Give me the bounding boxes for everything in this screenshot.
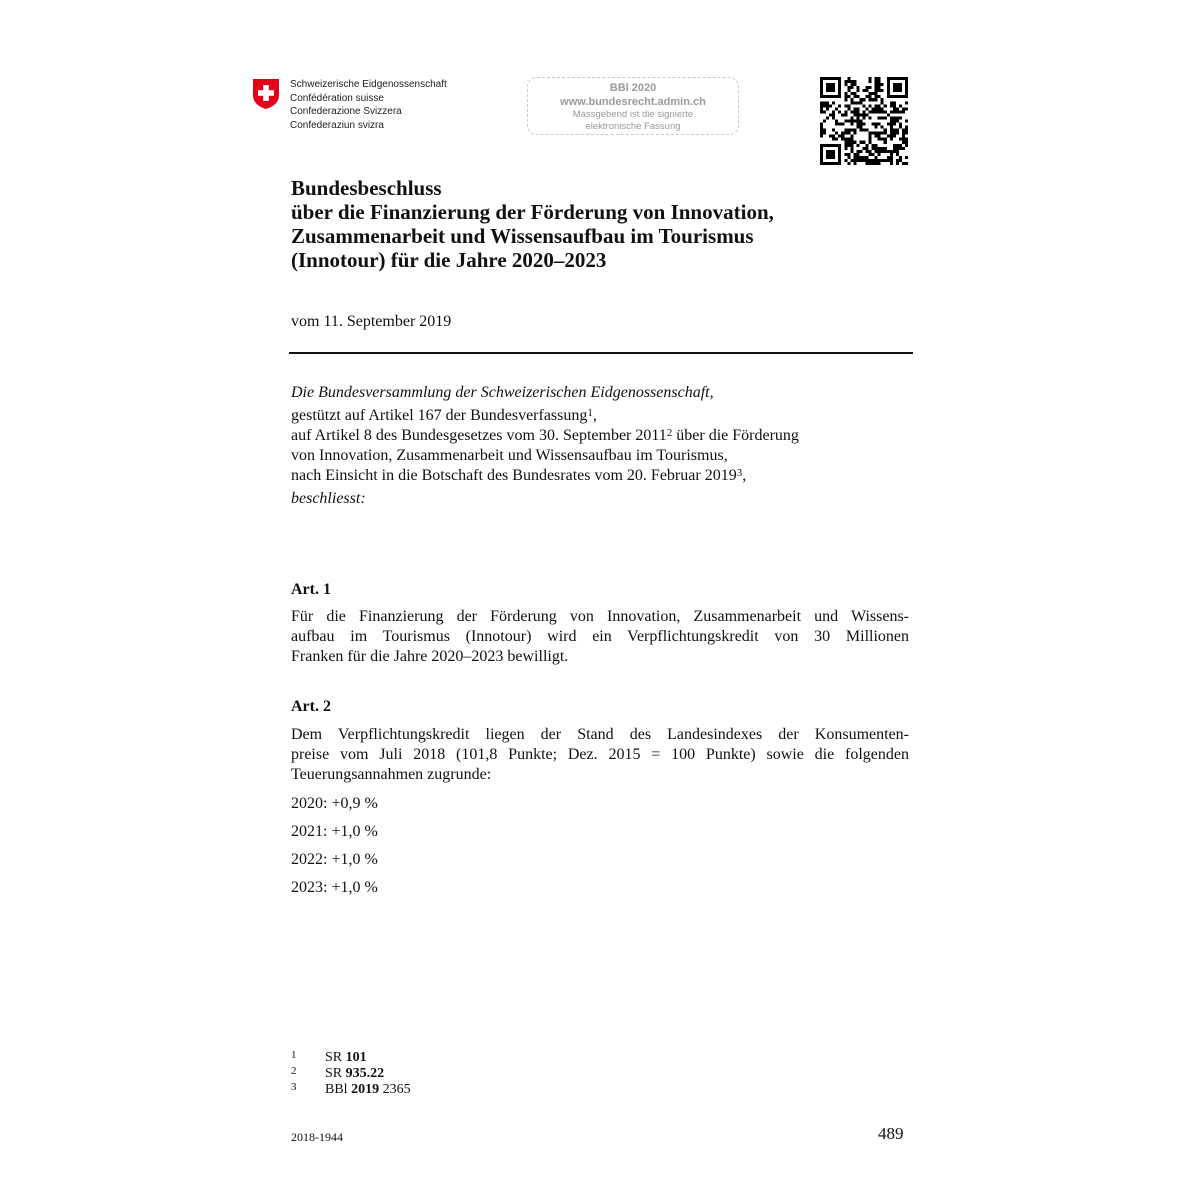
stamp-line-2: www.bundesrecht.admin.ch bbox=[560, 96, 706, 108]
federation-line-rm: Confederaziun svizra bbox=[290, 119, 384, 131]
article-1-line-1: Für die Finanzierung der Förderung von Innovation, Zusammenarbeit und Wissens- bbox=[291, 608, 909, 625]
publication-stamp bbox=[527, 77, 739, 135]
stamp-line-4: elektronische Fassung bbox=[585, 121, 681, 132]
preamble-decision: beschliesst: bbox=[291, 490, 366, 507]
article-1-line-3: Franken für die Jahre 2020–2023 bewilligt. bbox=[291, 648, 569, 665]
footnote-2: 2 SR 935.22 bbox=[291, 1065, 385, 1081]
stamp-line-3: Massgebend ist die signierte bbox=[572, 109, 694, 120]
preamble bbox=[291, 383, 911, 509]
preamble-line-2: auf Artikel 8 des Bundesgesetzes vom 30. September 2011$^2$ über die Förderung bbox=[291, 427, 799, 444]
article-2-heading: Art. 2 bbox=[291, 698, 331, 715]
footnote-ref-3[interactable]: 3 bbox=[736, 467, 743, 479]
footnote-ref-2[interactable]: 2 bbox=[666, 427, 673, 439]
footnote-3: 3 BBl 2019 2365 bbox=[291, 1081, 411, 1097]
footnote-number: 2 bbox=[291, 1065, 297, 1077]
preamble-intro: Die Bundesversammlung der Schweizerischen Eidgenossenschaft, bbox=[291, 384, 714, 401]
footnote-number: 3 bbox=[291, 1081, 297, 1093]
stamp-line-1: BBl 2020 bbox=[609, 82, 657, 94]
article-2-line-1: Dem Verpflichtungskredit liegen der Stand des Landesindexes der Konsumenten- bbox=[291, 726, 909, 743]
federation-line-it: Confederazione Svizzera bbox=[290, 106, 402, 117]
inflation-rate-2023: 2023: +1,0 % bbox=[291, 879, 378, 896]
document-title bbox=[291, 176, 931, 272]
preamble-line-3: von Innovation, Zusammenarbeit und Wissensaufbau im Tourismus, bbox=[291, 447, 728, 464]
swiss-crest-icon bbox=[252, 78, 280, 110]
title-line-2: über die Finanzierung der Förderung von Innovation, bbox=[291, 200, 774, 224]
document-date: vom 11. September 2019 bbox=[291, 313, 452, 330]
inflation-rate-2022: 2022: +1,0 % bbox=[291, 851, 378, 868]
title-divider bbox=[289, 352, 913, 354]
federation-line-de: Schweizerische Eidgenossenschaft bbox=[290, 79, 447, 90]
footnote-1: 1 SR 101 bbox=[291, 1049, 367, 1065]
article-1-heading: Art. 1 bbox=[291, 581, 331, 598]
title-line-3: Zusammenarbeit und Wissensaufbau im Tourismus bbox=[291, 224, 754, 248]
federation-line-fr: Confédération suisse bbox=[290, 92, 384, 104]
article-2-line-3: Teuerungsannahmen zugrunde: bbox=[291, 766, 492, 783]
inflation-rate-2021: 2021: +1,0 % bbox=[291, 823, 378, 840]
title-line-4: (Innotour) für die Jahre 2020–2023 bbox=[291, 248, 607, 272]
document-number: 2018-1944 bbox=[291, 1130, 343, 1144]
preamble-line-1: gestützt auf Artikel 167 der Bundesverfassung$^1$, bbox=[291, 407, 597, 424]
title-line-1: Bundesbeschluss bbox=[291, 176, 442, 200]
footnote-ref-1[interactable]: 1 bbox=[587, 407, 593, 419]
article-1-line-2: aufbau im Tourismus (Innotour) wird ein Verpflichtungskredit von 30 Millionen bbox=[291, 628, 909, 645]
footnote-number: 1 bbox=[291, 1049, 297, 1061]
preamble-line-4: nach Einsicht in die Botschaft des Bundesrates vom 20. Februar 2019$^3$, bbox=[291, 467, 747, 484]
article-2-text bbox=[291, 725, 909, 785]
federation-name bbox=[290, 78, 447, 132]
inflation-rate-2020: 2020: +0,9 % bbox=[291, 795, 378, 812]
page-number: 489 bbox=[878, 1124, 904, 1143]
qr-code-icon bbox=[820, 77, 908, 165]
article-2-line-2: preise vom Juli 2018 (101,8 Punkte; Dez. 2015 = 100 Punkte) sowie die folgenden bbox=[291, 746, 909, 763]
article-1-text bbox=[291, 607, 909, 667]
